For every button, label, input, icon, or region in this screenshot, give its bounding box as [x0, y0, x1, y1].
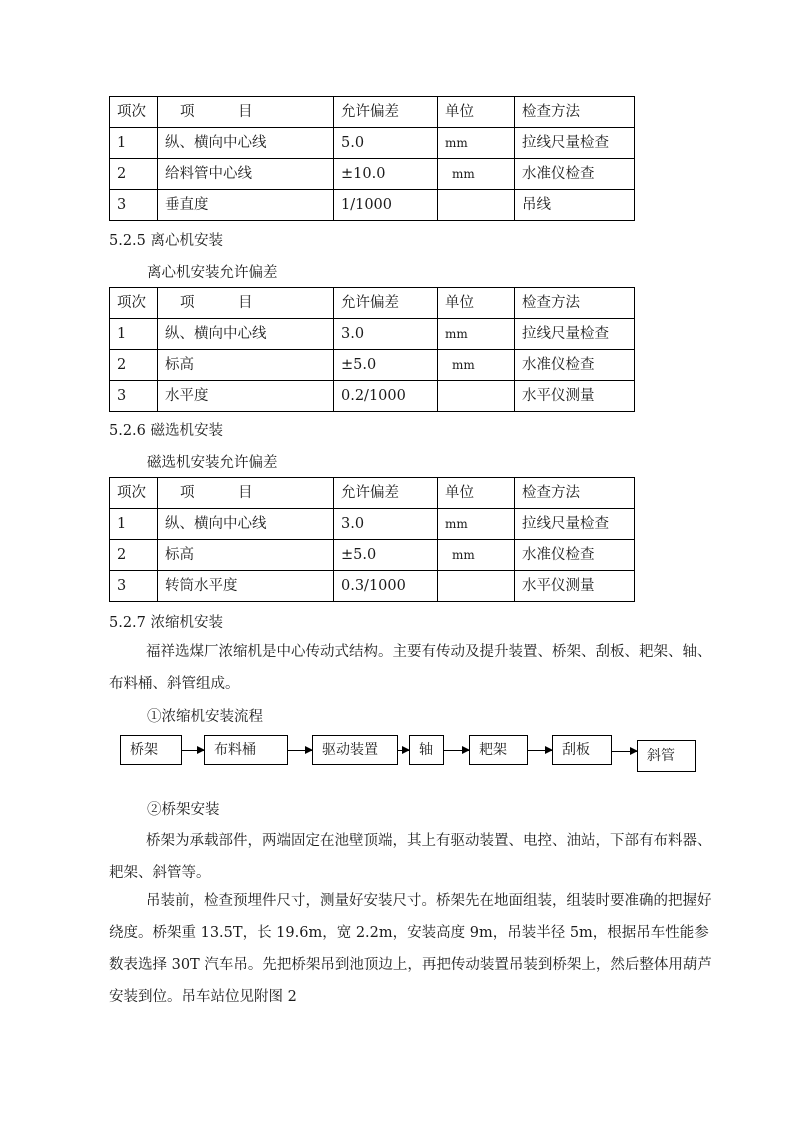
cell-unit — [438, 190, 515, 221]
arrow-icon — [182, 750, 204, 751]
cell-index: 1 — [110, 509, 158, 540]
header-cell: 允许偏差 — [334, 97, 438, 128]
table-row — [110, 319, 635, 350]
cell-index: 1 — [110, 128, 158, 159]
cell-tolerance: ±10.0 — [334, 159, 438, 190]
cell-unit — [438, 350, 515, 381]
table-row — [110, 509, 635, 540]
cell-tolerance: 3.0 — [334, 509, 438, 540]
table-row — [110, 159, 635, 190]
unit-text: mm — [452, 548, 475, 562]
header-cell: 检查方法 — [515, 97, 635, 128]
unit-text: mm — [445, 517, 468, 531]
section-heading-525: 5.2.5 离心机安装 — [109, 233, 224, 249]
tolerance-table-centrifuge — [109, 287, 635, 412]
cell-tolerance: 1/1000 — [334, 190, 438, 221]
arrow-icon — [612, 751, 637, 752]
cell-tolerance: ±5.0 — [334, 540, 438, 571]
arrow-icon — [528, 750, 552, 751]
cell-method: 拉线尺量检查 — [515, 128, 635, 159]
flow-step-feed-well: 布料桶 — [204, 735, 288, 765]
cell-item: 水平度 — [158, 381, 334, 412]
header-cell: 允许偏差 — [334, 478, 438, 509]
cell-unit — [438, 159, 515, 190]
flow-step-scraper: 刮板 — [552, 735, 612, 765]
table-row — [110, 190, 635, 221]
cell-method: 水平仪测量 — [515, 571, 635, 602]
cell-method: 拉线尺量检查 — [515, 509, 635, 540]
header-cell: 检查方法 — [515, 288, 635, 319]
header-cell: 允许偏差 — [334, 288, 438, 319]
table-row — [110, 128, 635, 159]
unit-text: mm — [445, 136, 468, 150]
cell-method: 吊线 — [515, 190, 635, 221]
header-cell: 检查方法 — [515, 478, 635, 509]
table-header-row — [110, 288, 635, 319]
arrow-icon — [444, 750, 469, 751]
cell-tolerance: 5.0 — [334, 128, 438, 159]
header-cell: 项 目 — [158, 478, 334, 509]
flow-title: ①浓缩机安装流程 — [147, 709, 263, 725]
cell-tolerance: 0.2/1000 — [334, 381, 438, 412]
unit-text: mm — [452, 358, 475, 372]
cell-tolerance: 0.3/1000 — [334, 571, 438, 602]
cell-unit — [438, 509, 515, 540]
table-row — [110, 540, 635, 571]
arrow-icon — [288, 750, 312, 751]
header-cell: 项次 — [110, 478, 158, 509]
unit-text: mm — [452, 167, 475, 181]
cell-item: 转筒水平度 — [158, 571, 334, 602]
bridge-install-title: ②桥架安装 — [147, 802, 220, 818]
cell-method: 拉线尺量检查 — [515, 319, 635, 350]
section-heading-526: 5.2.6 磁选机安装 — [109, 423, 224, 439]
cell-item: 标高 — [158, 540, 334, 571]
header-cell: 项次 — [110, 288, 158, 319]
cell-tolerance: ±5.0 — [334, 350, 438, 381]
flow-step-drive-unit: 驱动装置 — [312, 735, 398, 765]
cell-method: 水准仪检查 — [515, 350, 635, 381]
header-cell: 项 目 — [158, 97, 334, 128]
cell-unit — [438, 319, 515, 350]
table-header-row — [110, 97, 635, 128]
cell-unit — [438, 128, 515, 159]
cell-method: 水准仪检查 — [515, 159, 635, 190]
table-row — [110, 571, 635, 602]
cell-method: 水平仪测量 — [515, 381, 635, 412]
cell-index: 2 — [110, 159, 158, 190]
cell-index: 1 — [110, 319, 158, 350]
table-row — [110, 381, 635, 412]
cell-index: 3 — [110, 571, 158, 602]
cell-item: 纵、横向中心线 — [158, 509, 334, 540]
cell-unit — [438, 540, 515, 571]
cell-method: 水准仪检查 — [515, 540, 635, 571]
flow-step-bridge: 桥架 — [120, 735, 182, 765]
header-cell: 单位 — [438, 478, 515, 509]
cell-item: 纵、横向中心线 — [158, 319, 334, 350]
cell-index: 3 — [110, 190, 158, 221]
flow-step-rake-arm: 耙架 — [469, 735, 528, 765]
cell-unit — [438, 381, 515, 412]
table-caption-526: 磁选机安装允许偏差 — [147, 455, 278, 471]
cell-index: 2 — [110, 350, 158, 381]
tolerance-table-1 — [109, 96, 635, 221]
flow-step-inclined-tube: 斜管 — [637, 740, 696, 772]
bridge-paragraph-1: 桥架为承载部件，两端固定在池壁顶端，其上有驱动装置、电控、油站，下部有布料器、耙架、斜管等。 — [109, 833, 712, 881]
table-caption-525: 离心机安装允许偏差 — [147, 265, 278, 281]
intro-paragraph: 福祥选煤厂浓缩机是中心传动式结构。主要有传动及提升装置、桥架、刮板、耙架、轴、布料桶、斜管组成。 — [109, 644, 712, 692]
cell-item: 标高 — [158, 350, 334, 381]
header-cell: 单位 — [438, 288, 515, 319]
header-cell: 项次 — [110, 97, 158, 128]
cell-tolerance: 3.0 — [334, 319, 438, 350]
cell-index: 3 — [110, 381, 158, 412]
table-header-row — [110, 478, 635, 509]
bridge-paragraph-2: 吊装前，检查预埋件尺寸，测量好安装尺寸。桥架先在地面组装，组装时要准确的把握好绕度。桥架重 13.5T，长 19.6m，宽 2.2m，安装高度 9m，吊装半径 5m，根据吊车性能参数表选择 30T 汽车吊。先把桥架吊到池顶边上，再把传动装置吊装到桥架上，然后整体用葫芦安装到位。吊车站位见附图 2 — [109, 893, 712, 1005]
tolerance-table-magnetic-separator — [109, 477, 635, 602]
cell-index: 2 — [110, 540, 158, 571]
table-row — [110, 350, 635, 381]
cell-item: 垂直度 — [158, 190, 334, 221]
header-cell: 项 目 — [158, 288, 334, 319]
cell-unit — [438, 571, 515, 602]
section-heading-527: 5.2.7 浓缩机安装 — [109, 615, 224, 631]
cell-item: 给料管中心线 — [158, 159, 334, 190]
arrow-icon — [398, 750, 409, 751]
header-cell: 单位 — [438, 97, 515, 128]
cell-item: 纵、横向中心线 — [158, 128, 334, 159]
unit-text: mm — [445, 327, 468, 341]
flow-step-shaft: 轴 — [409, 735, 444, 765]
